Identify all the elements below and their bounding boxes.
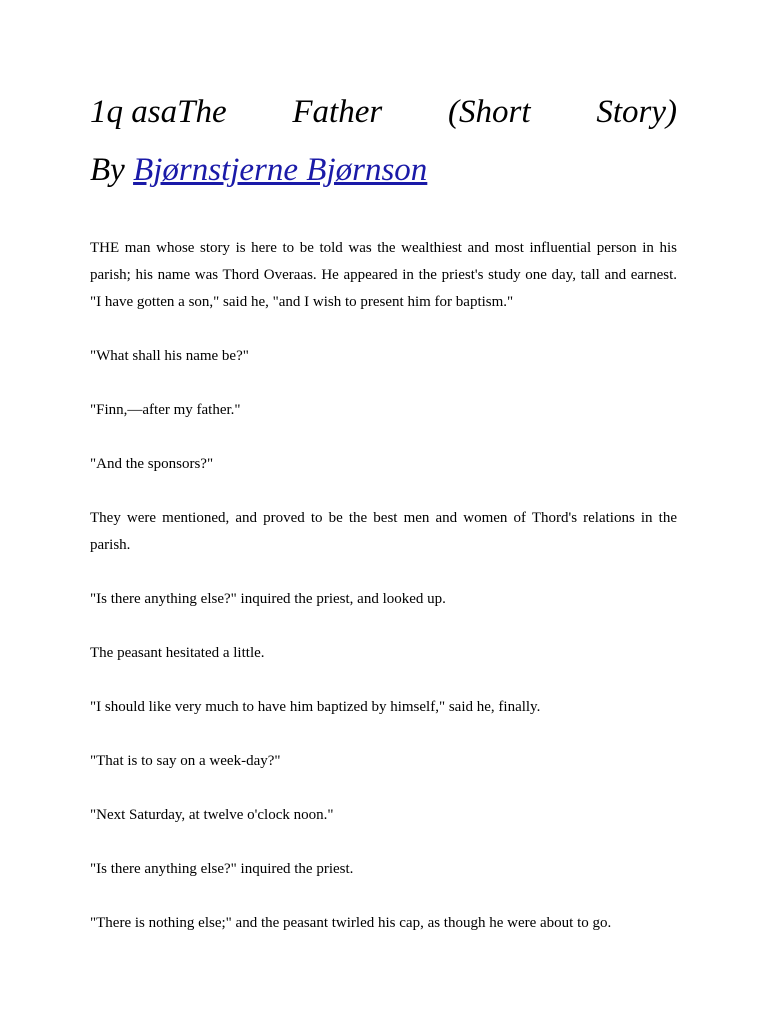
- title-word: (Short: [448, 94, 531, 130]
- story-body: [90, 235, 677, 964]
- paragraph: "Next Saturday, at twelve o'clock noon.": [90, 807, 334, 823]
- paragraph: "Is there anything else?" inquired the priest.: [90, 861, 354, 877]
- author-link[interactable]: Bjørnstjerne Bjørnson: [133, 152, 428, 188]
- title-line-2: [90, 148, 677, 192]
- paragraph: "That is to say on a week-day?": [90, 753, 281, 769]
- paragraph: "What shall his name be?": [90, 348, 249, 364]
- paragraph: The peasant hesitated a little.: [90, 645, 265, 661]
- title-word: Father: [292, 94, 383, 130]
- paragraph: They were mentioned, and proved to be the best men and women of Thord's relations in the parish.: [90, 510, 677, 553]
- paragraph: "There is nothing else;" and the peasant twirled his cap, as though he were about to go.: [90, 915, 612, 931]
- paragraph: THE man whose story is here to be told was the wealthiest and most influential person in his parish; his name was Thord Overaas. He appeared in the priest's study one day, tall and earnest. "I have gotten a son," said he, "and I wish to present him for baptism.": [90, 240, 677, 310]
- paragraph: "I should like very much to have him baptized by himself," said he, finally.: [90, 699, 541, 715]
- title-word: Story): [596, 94, 677, 130]
- by-prefix: By: [90, 152, 134, 188]
- paragraph: "Finn,—after my father.": [90, 402, 241, 418]
- title-line-1: [90, 90, 677, 134]
- document-title: [90, 90, 677, 192]
- paragraph: "And the sponsors?": [90, 456, 214, 472]
- title-word: 1q asaThe: [90, 94, 227, 130]
- paragraph: "Is there anything else?" inquired the priest, and looked up.: [90, 591, 446, 607]
